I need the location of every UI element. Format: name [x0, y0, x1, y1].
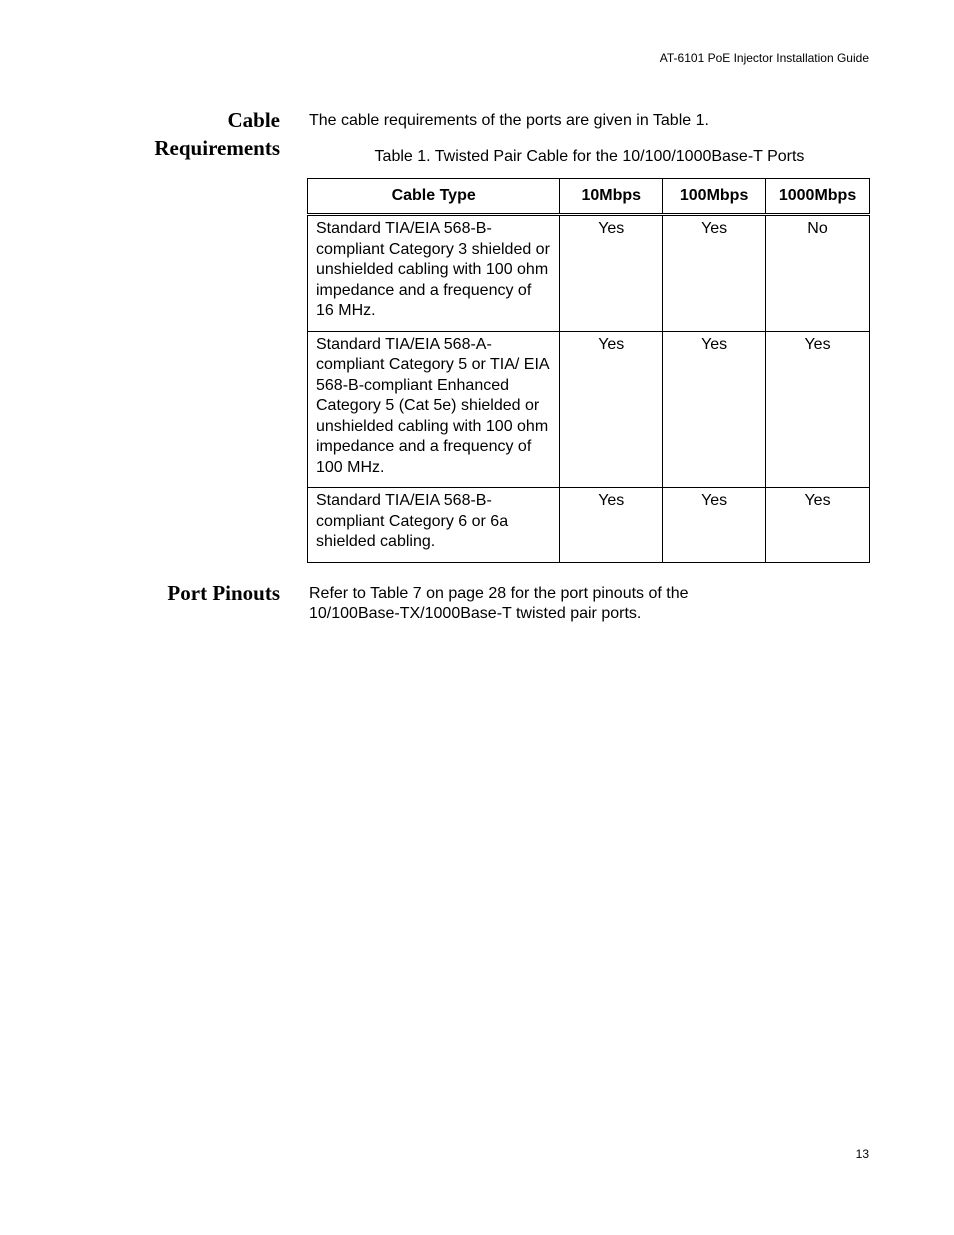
- table-row: [308, 215, 870, 332]
- port-pinouts-body: Refer to Table 7 on page 28 for the port pinouts of the 10/100Base-TX/1000Base-T twisted pair ports.: [309, 585, 689, 622]
- cell-cable-type: Standard TIA/EIA 568-A-compliant Category 5 or TIA/ EIA 568-B-compliant Enhanced Category 5 (Cat 5e) shielded or unshielded cabling with 100 ohm impedance and a frequency of 100 MHz.: [308, 331, 560, 488]
- cell-cable-type: Standard TIA/EIA 568-B-compliant Category 3 shielded or unshielded cabling with 100 ohm impedance and a frequency of 16 MHz.: [308, 215, 560, 332]
- table-header-row: [308, 179, 870, 215]
- running-header: AT-6101 PoE Injector Installation Guide: [659, 51, 869, 65]
- section-heading-cable-requirements: [80, 106, 280, 162]
- cable-requirements-intro: The cable requirements of the ports are given in Table 1.: [309, 112, 709, 129]
- section-heading-line: Cable: [227, 108, 280, 132]
- section-heading-port-pinouts: Port Pinouts: [167, 581, 280, 605]
- table-row: [308, 331, 870, 488]
- cell-100mbps: Yes: [663, 488, 766, 563]
- cell-1000mbps: Yes: [766, 331, 870, 488]
- cell-1000mbps: Yes: [766, 488, 870, 563]
- cable-type-table: [307, 178, 870, 563]
- cell-10mbps: Yes: [560, 488, 663, 563]
- cell-100mbps: Yes: [663, 331, 766, 488]
- column-header-1000mbps: 1000Mbps: [766, 179, 870, 215]
- cell-10mbps: Yes: [560, 331, 663, 488]
- cell-1000mbps: No: [766, 215, 870, 332]
- column-header-cable-type: Cable Type: [308, 179, 560, 215]
- cell-cable-type: Standard TIA/EIA 568-B-compliant Category 6 or 6a shielded cabling.: [308, 488, 560, 563]
- column-header-100mbps: 100Mbps: [663, 179, 766, 215]
- cell-100mbps: Yes: [663, 215, 766, 332]
- section-heading-line: Requirements: [154, 136, 280, 160]
- table-row: [308, 488, 870, 563]
- column-header-10mbps: 10Mbps: [560, 179, 663, 215]
- page-number: 13: [855, 1147, 869, 1161]
- table-caption: Table 1. Twisted Pair Cable for the 10/100/1000Base-T Ports: [374, 148, 805, 165]
- cell-10mbps: Yes: [560, 215, 663, 332]
